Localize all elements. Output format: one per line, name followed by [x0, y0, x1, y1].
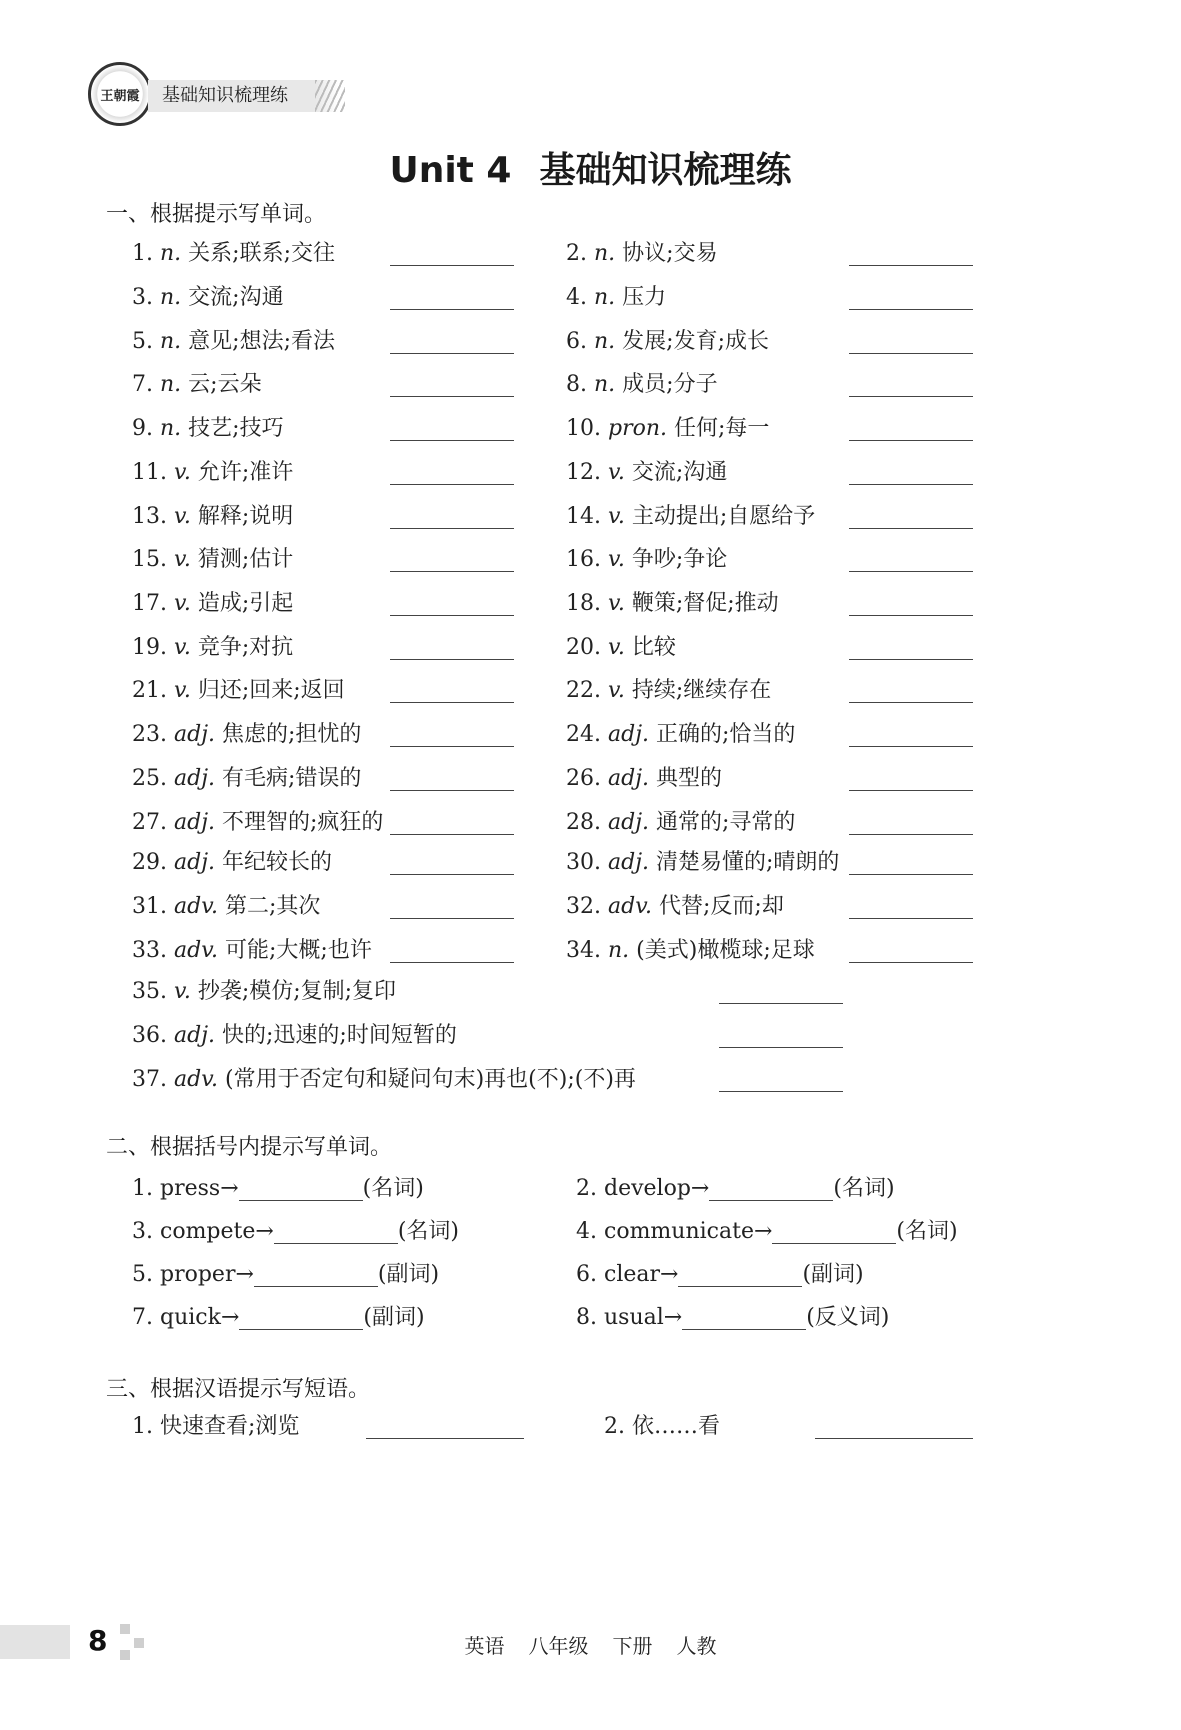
word-item: 10. pron. 任何;每一 [566, 416, 770, 441]
word-item: 3. n. 交流;沟通 [132, 285, 284, 310]
word-item: 11. v. 允许;准许 [132, 460, 294, 485]
derivation-item: 2. develop→ (名词) [576, 1176, 895, 1201]
answer-blank[interactable] [390, 918, 514, 919]
word-item: 8. n. 成员;分子 [566, 372, 718, 397]
answer-blank[interactable] [849, 353, 973, 354]
phrase-item: 2. 依……看 [604, 1414, 721, 1439]
derivation-item: 7. quick→ (副词) [132, 1305, 425, 1330]
answer-blank[interactable] [390, 396, 514, 397]
section-2-heading: 二、根据括号内提示写单词。 [106, 1135, 393, 1160]
word-item: 12. v. 交流;沟通 [566, 460, 728, 485]
answer-blank[interactable] [772, 1219, 896, 1244]
word-item: 1. n. 关系;联系;交往 [132, 241, 335, 266]
word-item: 23. adj. 焦虑的;担忧的 [132, 722, 362, 747]
answer-blank[interactable] [254, 1262, 378, 1287]
derivation-item: 8. usual→ (反义词) [576, 1305, 890, 1330]
word-item: 16. v. 争吵;争论 [566, 547, 728, 572]
word-item: 25. adj. 有毛病;错误的 [132, 766, 362, 791]
answer-blank[interactable] [274, 1219, 398, 1244]
word-item: 20. v. 比较 [566, 635, 676, 660]
answer-blank[interactable] [719, 1047, 843, 1048]
word-item: 22. v. 持续;继续存在 [566, 678, 772, 703]
word-item: 18. v. 鞭策;督促;推动 [566, 591, 779, 616]
word-item: 2. n. 协议;交易 [566, 241, 718, 266]
answer-blank[interactable] [390, 571, 514, 572]
answer-blank[interactable] [366, 1438, 524, 1439]
answer-blank[interactable] [390, 353, 514, 354]
answer-blank[interactable] [849, 265, 973, 266]
section-1-heading: 一、根据提示写单词。 [106, 202, 327, 227]
answer-blank[interactable] [709, 1176, 833, 1201]
answer-blank[interactable] [390, 484, 514, 485]
word-item: 19. v. 竞争;对抗 [132, 635, 294, 660]
answer-blank[interactable] [849, 702, 973, 703]
answer-blank[interactable] [849, 440, 973, 441]
word-item: 21. v. 归还;回来;返回 [132, 678, 345, 703]
answer-blank[interactable] [390, 746, 514, 747]
answer-blank[interactable] [849, 571, 973, 572]
word-item: 9. n. 技艺;技巧 [132, 416, 284, 441]
word-item: 33. adv. 可能;大概;也许 [132, 938, 372, 963]
answer-blank[interactable] [719, 1003, 843, 1004]
word-item: 24. adj. 正确的;恰当的 [566, 722, 796, 747]
answer-blank[interactable] [390, 265, 514, 266]
answer-blank[interactable] [849, 834, 973, 835]
answer-blank[interactable] [390, 440, 514, 441]
answer-blank[interactable] [849, 309, 973, 310]
page-number: 8 [88, 1624, 108, 1657]
answer-blank[interactable] [390, 962, 514, 963]
answer-blank[interactable] [815, 1438, 973, 1439]
answer-blank[interactable] [849, 874, 973, 875]
derivation-item: 4. communicate→ (名词) [576, 1219, 958, 1244]
page-title [0, 142, 1181, 193]
answer-blank[interactable] [849, 396, 973, 397]
answer-blank[interactable] [849, 484, 973, 485]
word-item: 28. adj. 通常的;寻常的 [566, 810, 796, 835]
derivation-item: 6. clear→ (副词) [576, 1262, 864, 1287]
answer-blank[interactable] [849, 918, 973, 919]
footer-info: 英语 八年级 下册 人教 [464, 1634, 717, 1658]
answer-blank[interactable] [390, 874, 514, 875]
word-item: 13. v. 解释;说明 [132, 504, 294, 529]
word-item: 6. n. 发展;发育;成长 [566, 329, 769, 354]
answer-blank[interactable] [390, 659, 514, 660]
word-item: 17. v. 造成;引起 [132, 591, 294, 616]
answer-blank[interactable] [682, 1305, 806, 1330]
word-item: 34. n. (美式)橄榄球;足球 [566, 938, 815, 963]
publisher-logo: 王朝霞 [88, 62, 152, 126]
answer-blank[interactable] [239, 1305, 363, 1330]
word-item: 35. v. 抄袭;模仿;复制;复印 [132, 979, 397, 1004]
word-item: 37. adv. (常用于否定句和疑问句末)再也(不);(不)再 [132, 1067, 636, 1092]
word-item: 32. adv. 代替;反而;却 [566, 894, 784, 919]
answer-blank[interactable] [239, 1176, 363, 1201]
answer-blank[interactable] [390, 528, 514, 529]
answer-blank[interactable] [849, 659, 973, 660]
answer-blank[interactable] [390, 790, 514, 791]
header-stripes [315, 80, 345, 112]
word-item: 7. n. 云;云朵 [132, 372, 262, 397]
word-item: 26. adj. 典型的 [566, 766, 723, 791]
answer-blank[interactable] [719, 1091, 843, 1092]
phrase-item: 1. 快速查看;浏览 [132, 1414, 300, 1439]
answer-blank[interactable] [390, 309, 514, 310]
answer-blank[interactable] [390, 834, 514, 835]
answer-blank[interactable] [849, 528, 973, 529]
word-item: 5. n. 意见;想法;看法 [132, 329, 335, 354]
answer-blank[interactable] [849, 790, 973, 791]
answer-blank[interactable] [849, 962, 973, 963]
answer-blank[interactable] [678, 1262, 802, 1287]
answer-blank[interactable] [390, 702, 514, 703]
word-item: 31. adv. 第二;其次 [132, 894, 321, 919]
word-item: 15. v. 猜测;估计 [132, 547, 294, 572]
word-item: 4. n. 压力 [566, 285, 667, 310]
answer-blank[interactable] [390, 615, 514, 616]
word-item: 36. adj. 快的;迅速的;时间短暂的 [132, 1023, 457, 1048]
derivation-item: 3. compete→ (名词) [132, 1219, 459, 1244]
derivation-item: 5. proper→ (副词) [132, 1262, 440, 1287]
word-item: 14. v. 主动提出;自愿给予 [566, 504, 816, 529]
derivation-item: 1. press→ (名词) [132, 1176, 424, 1201]
word-item: 30. adj. 清楚易懂的;晴朗的 [566, 850, 840, 875]
section-3-heading: 三、根据汉语提示写短语。 [106, 1377, 371, 1402]
answer-blank[interactable] [849, 615, 973, 616]
word-item: 29. adj. 年纪较长的 [132, 850, 333, 875]
answer-blank[interactable] [849, 746, 973, 747]
title-topic: 基础知识梳理练 [539, 150, 792, 191]
header-banner: 基础知识梳理练 [148, 80, 338, 112]
word-item: 27. adj. 不理智的;疯狂的 [132, 810, 384, 835]
unit-label: Unit 4 [389, 150, 512, 191]
